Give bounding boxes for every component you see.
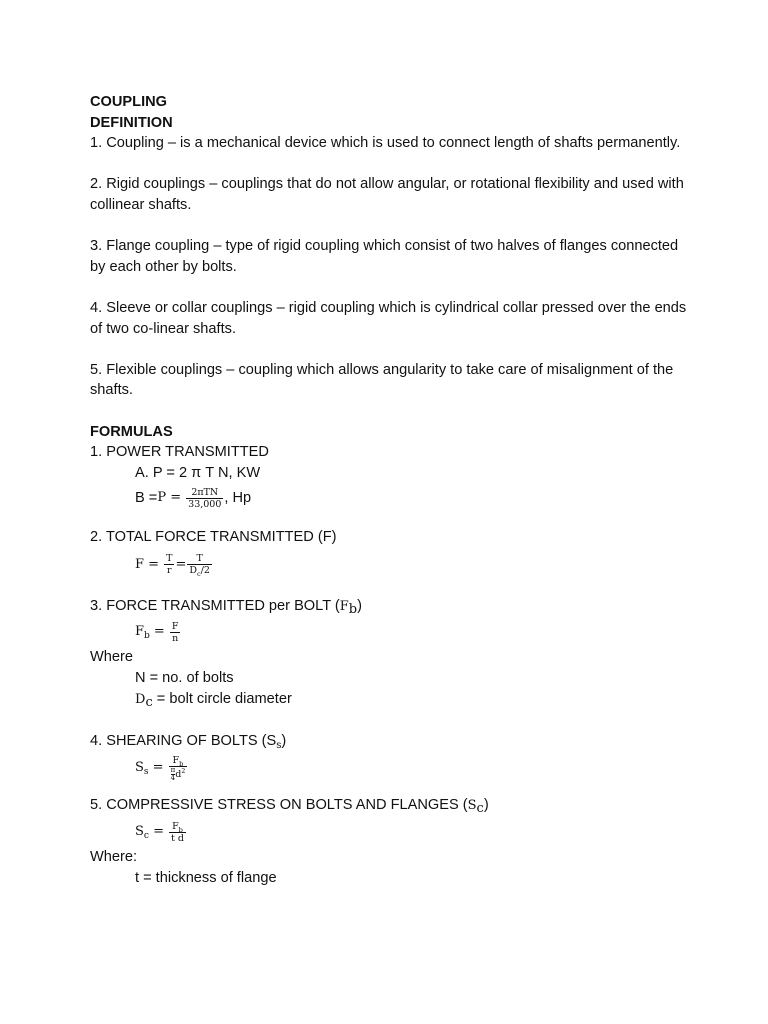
formula-total-force: F = $\frac{T}{r}$ = $\frac{T}{D_c/2}$ bbox=[135, 553, 210, 579]
where-item: N = no. of bolts bbox=[135, 670, 234, 687]
definition-item: 4. Sleeve or collar couplings – rigid coupling which is cylindrical collar pressed over the ends of two co-linear shafts. bbox=[90, 299, 687, 337]
formula-title-compressive: 5. COMPRESSIVE STRESS ON BOLTS AND FLANGES $(S_c)$ bbox=[90, 797, 489, 817]
formula-compressive: $S_c$ = $\frac{F_b}{\text{t d}}$ bbox=[135, 820, 184, 844]
definition-heading: DEFINITION bbox=[90, 114, 173, 131]
definition-item: 3. Flange coupling – type of rigid coupling which consist of two halves of flanges connected by each other by bolts. bbox=[90, 238, 679, 275]
fraction: $\frac{T}{r}$ bbox=[166, 553, 173, 577]
where-label: Where: bbox=[90, 849, 138, 866]
definition-item: 1. Coupling – is a mechanical device which is used to connect length of shafts permanently. bbox=[90, 135, 681, 152]
fraction: $\frac{T}{D_c/2}$ bbox=[189, 553, 210, 579]
formula-power-kw: A. P = 2 π T N, KW bbox=[135, 464, 261, 481]
formula-title-total-force: 2. TOTAL FORCE TRANSMITTED (F) bbox=[90, 529, 337, 546]
fraction: $F_b$ $\frac{\pi}{4}$ $d^2$ bbox=[170, 754, 186, 782]
formula-title-force-per-bolt: 3. FORCE TRANSMITTED per BOLT $(F_b)$ bbox=[90, 597, 362, 617]
document-title: COUPLING bbox=[90, 94, 168, 110]
fraction: $\frac{F_b}{\text{t d}}$ bbox=[171, 820, 184, 844]
formula-shearing: $S_s$ = $F_b$ $\frac{\pi}{4}$ $d^2$ bbox=[135, 754, 186, 782]
formula-power-hp: B = P = $\frac{\text{2πTN}}{33,000}$ , Hp bbox=[135, 486, 252, 510]
document-content bbox=[90, 92, 690, 888]
formula-title-power: 1. POWER TRANSMITTED bbox=[90, 444, 269, 461]
fraction: $\frac{\text{2πTN}}{33,000}$ bbox=[188, 486, 222, 510]
formula-title-shearing: 4. SHEARING OF BOLTS $(S_s)$ bbox=[90, 732, 287, 751]
definition-item: 5. Flexible couplings – coupling which allows angularity to take care of misalignment of the shafts. bbox=[90, 361, 674, 399]
formula-force-per-bolt: $F_b$ = $\frac{F}{n}$ bbox=[135, 620, 179, 644]
where-item: $D_c$ = bolt circle diameter bbox=[135, 690, 292, 710]
definition-item: 2. Rigid couplings – couplings that do not allow angular, or rotational flexibility and used with collinear shafts. bbox=[90, 176, 684, 213]
where-item: t = thickness of flange bbox=[135, 869, 277, 886]
where-label: Where bbox=[90, 649, 133, 666]
formulas-heading: FORMULAS bbox=[90, 423, 173, 440]
fraction: $\frac{F}{n}$ bbox=[171, 620, 179, 644]
